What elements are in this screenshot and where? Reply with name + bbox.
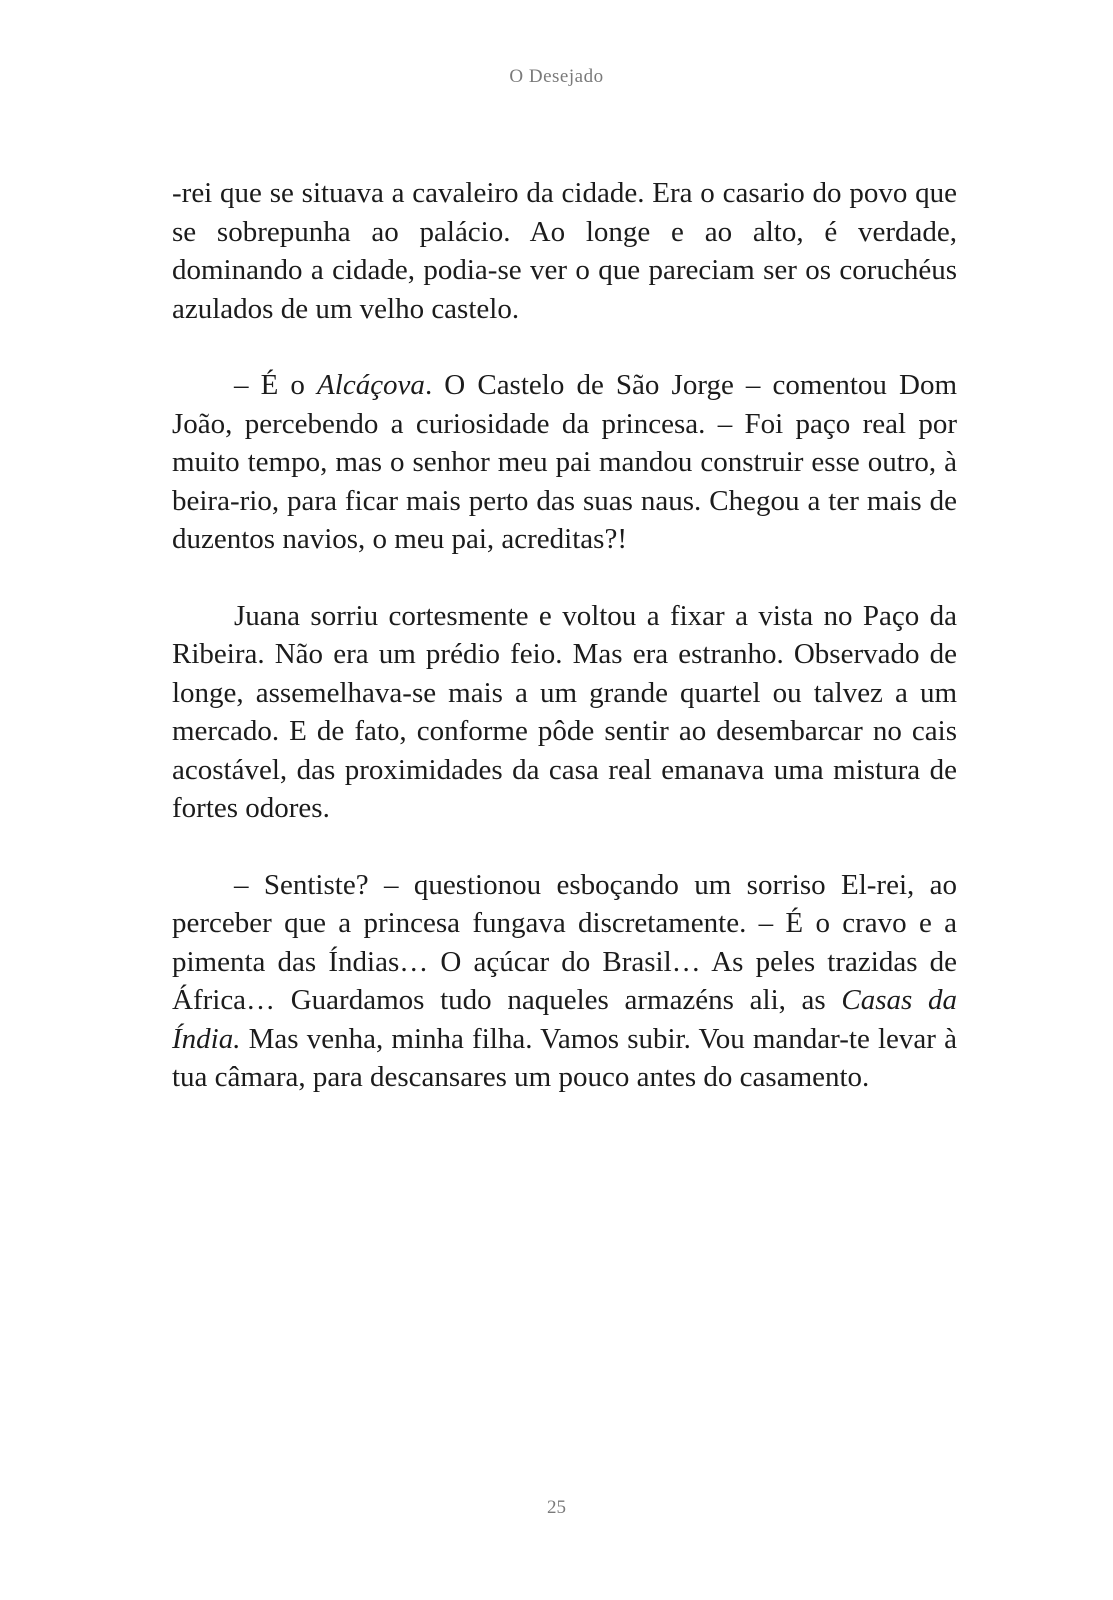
page-number: 25 [547, 1497, 566, 1518]
paragraph-4-text-b: Mas venha, minha filha. Vamos subir. Vou mandar-te levar à tua câmara, para descansares um pouco antes do casamento. [172, 1022, 957, 1093]
paragraph-2 [172, 366, 957, 559]
paragraph-1-text: -rei que se situava a cavaleiro da cidade. Era o casario do povo que se sobrepunha ao palácio. Ao longe e ao alto, é verdade, dominando a cidade, podia-se ver o que pareciam ser os coruchéus azulados de um velho castelo. [172, 177, 957, 325]
running-header-title: O Desejado [509, 66, 604, 87]
paragraph-1 [172, 174, 957, 328]
paragraph-2-text-a: – É o [234, 369, 318, 401]
paragraph-2-text-b: . O Castelo de São Jorge – comentou Dom João, percebendo a curiosidade da princesa. – Foi paço real por muito tempo, mas o senhor meu pai mandou construir esse outro, à beira-rio, para ficar mais perto das suas naus. Chegou a ter mais de duzentos navios, o meu pai, acreditas?! [172, 369, 957, 555]
paragraph-4-text-a: – Sentiste? – questionou esboçando um sorriso El-rei, ao perceber que a princesa fungava discretamente. – É o cravo e a pimenta das Índias… O açúcar do Brasil… As peles trazidas de África… Guardamos tudo naqueles armazéns ali, as [172, 868, 957, 1016]
paragraph-3-text: Juana sorriu cortesmente e voltou a fixar a vista no Paço da Ribeira. Não era um prédio feio. Mas era estranho. Observado de longe, assemelhava-se mais a um grande quartel ou talvez a um mercado. E de fato, conforme pôde sentir ao desembarcar no cais acostável, das proximidades da casa real emanava uma mistura de fortes odores. [172, 599, 957, 824]
body-text [172, 174, 957, 1135]
paragraph-3 [172, 597, 957, 828]
paragraph-4-italic-casas-da-india: Casas da Índia. [172, 984, 957, 1055]
paragraph-4 [172, 866, 957, 1097]
paragraph-2-italic-alcacova: Alcáçova [317, 369, 425, 401]
